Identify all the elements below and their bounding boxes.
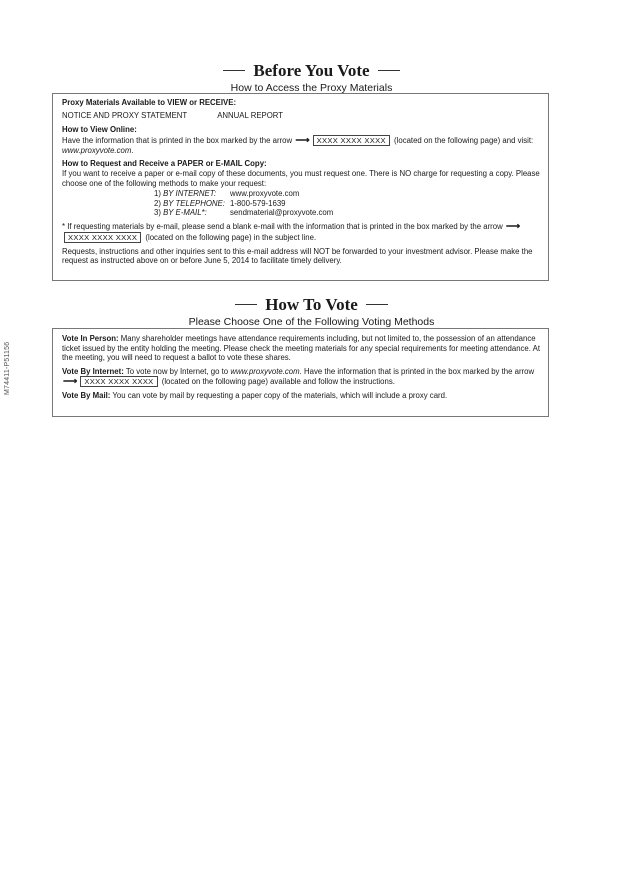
how-to-vote-heading: [0, 292, 623, 328]
materials-list: [62, 111, 541, 121]
vote-by-internet: Vote By Internet: To vote now by Internet, go to www.proxyvote.com. Have the information that is printed in the box marked by the arrow ⟶ XXXX XXXX XXXX (located on the following page) available and follow the instructions.: [62, 366, 535, 388]
control-number-box: XXXX XXXX XXXX: [313, 135, 390, 146]
before-title: Before You Vote: [253, 60, 370, 80]
before-subtitle: How to Access the Proxy Materials: [230, 81, 393, 94]
view-online-heading: How to View Online:: [62, 125, 137, 135]
final-note: Requests, instructions and other inquiries sent to this e-mail address will NOT be forwarded to your investment advisor. Please make the request as instructed above on or before June 5, 2014 to facilitate timely delivery.: [62, 246, 533, 266]
request-text: If you want to receive a paper or e-mail copy of these documents, you must request one. There is NO charge for requesting a copy. Please choose one of the following methods to make your request:: [62, 168, 540, 188]
request-methods: [154, 189, 541, 218]
vote-in-person: Vote In Person: Many shareholder meetings have attendance requirements including, but not limited to, the possession of an attendance ticket issued by the entity holding the meeting. Please check the meeting materials for any special requirements for meeting attendance. At the meeting, you will need to request a ballot to vote these shares.: [62, 334, 541, 363]
arrow-icon: ⟶: [505, 220, 521, 232]
request-heading: How to Request and Receive a PAPER or E-MAIL Copy:: [62, 159, 267, 169]
method-value[interactable]: www.proxyvote.com: [230, 189, 300, 199]
method-internet: 1) BY INTERNET: www.proxyvote.com: [154, 189, 300, 199]
title-rule-right: [378, 70, 400, 71]
control-number-box: XXXX XXXX XXXX: [64, 232, 141, 243]
how-title: How To Vote: [265, 294, 358, 314]
proxy-access-box: [52, 93, 549, 281]
how-subtitle: Please Choose One of the Following Voting Methods: [188, 315, 435, 328]
email-note: * If requesting materials by e-mail, please send a blank e-mail with the information that is printed in the box marked by the arrow ⟶XXXX XXXX XXXX (located on the following page) in the subject line.: [62, 220, 521, 242]
method-email: 3) BY E-MAIL*: sendmaterial@proxyvote.com: [154, 208, 334, 218]
arrow-icon: ⟶: [295, 134, 310, 146]
method-value[interactable]: 1-800-579-1639: [230, 198, 286, 208]
vote-by-mail: Vote By Mail: You can vote by mail by requesting a paper copy of the materials, which will include a proxy card.: [62, 391, 448, 401]
title-rule-left: [235, 304, 257, 305]
document-code: M74411-P51156: [4, 341, 11, 395]
proxyvote-link[interactable]: www.proxyvote.com: [62, 145, 132, 155]
material-item: ANNUAL REPORT: [217, 110, 284, 120]
arrow-icon: ⟶: [63, 376, 78, 388]
proxyvote-link[interactable]: www.proxyvote.com.: [230, 366, 302, 376]
view-online-text: Have the information that is printed in the box marked by the arrow ⟶ XXXX XXXX XXXX (located on the following page) and visit: www.proxyvote.com.: [62, 134, 534, 155]
before-you-vote-heading: [0, 58, 623, 94]
method-value[interactable]: sendmaterial@proxyvote.com: [230, 208, 334, 218]
method-telephone: 2) BY TELEPHONE: 1-800-579-1639: [154, 198, 286, 208]
materials-header: Proxy Materials Available to VIEW or RECEIVE:: [62, 98, 237, 107]
voting-methods-box: [52, 328, 549, 417]
control-number-box: XXXX XXXX XXXX: [80, 376, 157, 387]
title-rule-right: [366, 304, 388, 305]
title-rule-left: [223, 70, 245, 71]
material-item: NOTICE AND PROXY STATEMENT: [62, 110, 188, 120]
